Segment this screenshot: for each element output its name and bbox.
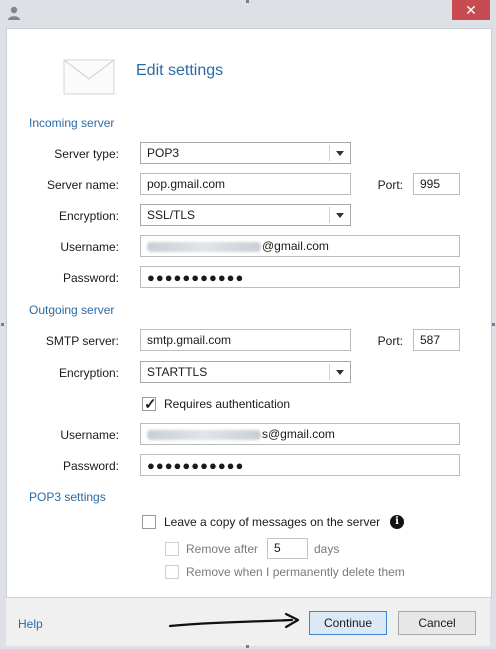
outgoing-username-label: Username: <box>60 428 119 442</box>
remove-when-deleted-label: Remove when I permanently delete them <box>186 565 405 579</box>
person-icon <box>6 5 22 21</box>
outgoing-password-mask: ●●●●●●●●●●● <box>147 458 245 473</box>
arrow-right-icon <box>168 612 304 632</box>
dialog-footer <box>6 597 490 646</box>
leave-copy-label: Leave a copy of messages on the server <box>164 515 381 529</box>
incoming-username-input[interactable] <box>140 235 460 257</box>
server-name-label: Server name: <box>46 178 119 192</box>
remove-after-label: Remove after <box>186 542 259 556</box>
cancel-button[interactable]: Cancel <box>398 611 476 635</box>
continue-button[interactable]: Continue <box>309 611 387 635</box>
incoming-password-label: Password: <box>62 271 119 285</box>
outgoing-username-suffix: s@gmail.com <box>262 427 335 441</box>
help-link[interactable]: Help <box>18 617 43 631</box>
server-type-value: POP3 <box>147 146 180 160</box>
incoming-port-value: 995 <box>420 177 441 191</box>
incoming-password-mask: ●●●●●●●●●●● <box>147 270 245 285</box>
smtp-server-value: smtp.gmail.com <box>147 333 232 347</box>
chevron-down-icon <box>336 151 344 156</box>
select-divider <box>329 207 330 223</box>
envelope-icon <box>63 59 115 95</box>
close-window-button[interactable] <box>452 0 490 20</box>
incoming-password-input[interactable] <box>140 266 460 288</box>
resize-handle-top[interactable] <box>246 0 249 3</box>
incoming-username-label: Username: <box>60 240 119 254</box>
outgoing-port-label: Port: <box>377 334 403 348</box>
requires-auth-checkbox[interactable] <box>142 397 156 411</box>
outgoing-encryption-value: STARTTLS <box>147 365 208 379</box>
outgoing-port-input[interactable] <box>413 329 460 351</box>
resize-handle-bottom[interactable] <box>246 645 249 648</box>
outgoing-username-input[interactable] <box>140 423 460 445</box>
redacted-text <box>147 430 261 440</box>
checkmark-icon: ✓ <box>144 396 157 413</box>
smtp-server-label: SMTP server: <box>45 334 119 348</box>
remove-after-checkbox[interactable] <box>165 542 179 556</box>
chevron-down-icon <box>336 213 344 218</box>
outgoing-port-value: 587 <box>420 333 441 347</box>
redacted-text <box>147 242 261 252</box>
info-icon[interactable]: i <box>390 515 404 529</box>
incoming-username-suffix: @gmail.com <box>262 239 329 253</box>
outgoing-server-section-label: Outgoing server <box>29 303 115 317</box>
pop3-settings-section-label: POP3 settings <box>29 490 106 504</box>
outgoing-password-input[interactable] <box>140 454 460 476</box>
incoming-encryption-label: Encryption: <box>58 209 119 223</box>
select-divider <box>329 145 330 161</box>
requires-auth-label: Requires authentication <box>164 397 291 411</box>
incoming-port-input[interactable] <box>413 173 460 195</box>
select-divider <box>329 364 330 380</box>
page-title: Edit settings <box>136 62 224 79</box>
leave-copy-checkbox[interactable] <box>142 515 156 529</box>
remove-after-days-value: 5 <box>274 541 281 555</box>
days-label: days <box>314 542 340 556</box>
server-name-value: pop.gmail.com <box>147 177 226 191</box>
server-type-label: Server type: <box>54 147 119 161</box>
title-bar <box>0 0 496 28</box>
close-icon: ✕ <box>465 2 477 18</box>
chevron-down-icon <box>336 370 344 375</box>
incoming-server-section-label: Incoming server <box>29 116 115 130</box>
outgoing-password-label: Password: <box>62 459 119 473</box>
incoming-encryption-select[interactable] <box>140 204 351 226</box>
remove-after-days-input[interactable] <box>267 538 308 559</box>
settings-panel <box>6 28 492 598</box>
remove-when-deleted-checkbox[interactable] <box>165 565 179 579</box>
resize-handle-left[interactable] <box>1 323 4 326</box>
incoming-port-label: Port: <box>377 178 403 192</box>
resize-handle-right[interactable] <box>492 323 495 326</box>
outgoing-encryption-label: Encryption: <box>58 366 119 380</box>
server-type-select[interactable] <box>140 142 351 164</box>
outgoing-encryption-select[interactable] <box>140 361 351 383</box>
incoming-encryption-value: SSL/TLS <box>147 208 196 222</box>
